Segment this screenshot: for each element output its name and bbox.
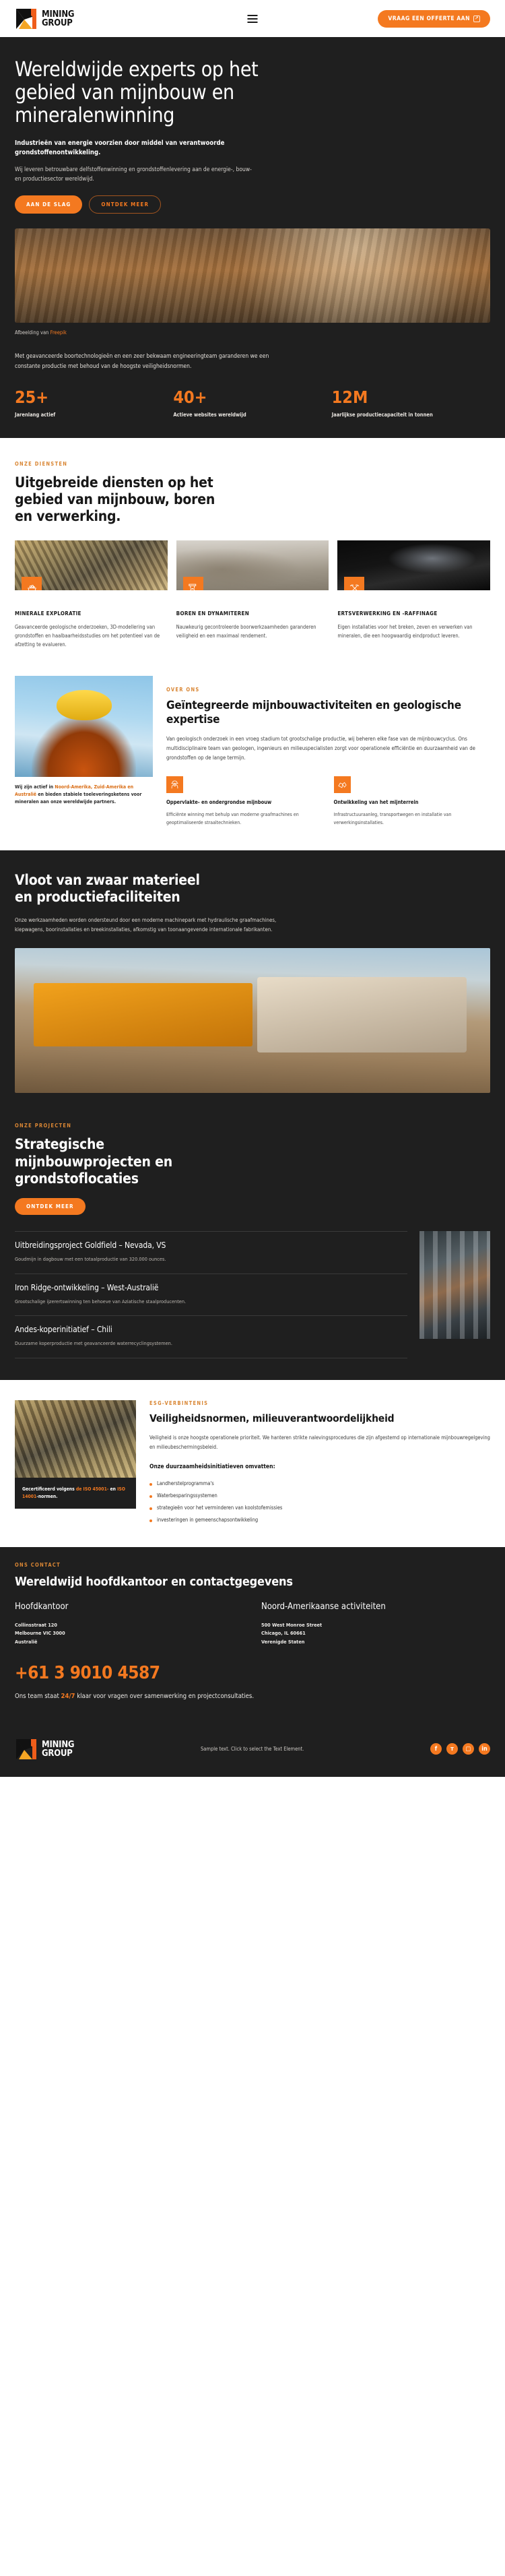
twitter-icon[interactable]: ᴛ — [446, 1743, 458, 1755]
service-card-title: ERTSVERWERKING EN -RAFFINAGE — [337, 610, 438, 617]
stats-row — [15, 389, 490, 418]
address-line: Verenigde Staten — [261, 1639, 305, 1645]
logo-mark-icon — [15, 7, 38, 30]
image-credit-prefix: Afbeelding van — [15, 329, 50, 336]
crossed-tools-icon — [344, 577, 364, 590]
project-item[interactable] — [15, 1231, 407, 1274]
hero-image — [15, 228, 490, 323]
quote-button-label: VRAAG EEN OFFERTE AAN — [388, 15, 470, 22]
ore-rocks-icon — [334, 776, 351, 793]
about-caption-highlight: Noord-Amerika, Zuid-Amerika en Australië — [15, 784, 134, 798]
about-eyebrow: OVER ONS — [166, 686, 200, 693]
esg-list-title: Onze duurzaamheidsinitiatieven omvatten: — [149, 1464, 275, 1471]
footer-logo-line-1: MINING — [42, 1739, 75, 1750]
stat-label: Jaarlijkse productiecapaciteit in tonnen — [331, 411, 433, 418]
projects-eyebrow: ONZE PROJECTEN — [15, 1123, 72, 1129]
hero-lead: Industrieën van energie voorzien door middel van verantwoorde grondstoffenontwikkeling. — [15, 139, 225, 156]
stat-label: Actieve websites wereldwijd — [173, 411, 246, 418]
about-feature — [334, 776, 491, 827]
about-feature-title: Oppervlakte- en ondergrondse mijnbouw — [166, 799, 272, 806]
project-title: Andes-koperinitiatief – Chili — [15, 1325, 112, 1335]
about-feature-text: Efficiënte winning met behulp van moderne graafmachines en geoptimaliseerde straaltechnieken. — [166, 811, 299, 825]
stat-item — [173, 389, 331, 418]
services-section — [0, 438, 505, 669]
about-heading: Geïntegreerde mijnbouwactiviteiten en geologische expertise — [166, 698, 461, 726]
freepik-link[interactable]: Freepik — [50, 329, 67, 336]
about-image — [15, 676, 153, 777]
facebook-icon[interactable]: f — [430, 1743, 442, 1755]
badge-suffix: -normen. — [36, 1494, 58, 1500]
mineral-vein-photo — [15, 1400, 136, 1478]
badge-mid: en — [108, 1486, 118, 1492]
stat-number: 12M — [331, 387, 368, 407]
linkedin-icon[interactable]: in — [479, 1743, 490, 1755]
iso-14001-label: ISO 14001 — [22, 1486, 125, 1500]
worker-hardhat-photo — [419, 1231, 490, 1339]
esg-left-column — [15, 1400, 136, 1526]
availability-suffix: klaar voor vragen over samenwerking en projectconsultaties. — [75, 1692, 255, 1700]
service-card[interactable] — [337, 540, 490, 649]
projects-body — [15, 1231, 490, 1358]
smiling-miner-photo — [15, 676, 153, 777]
phone-number[interactable]: +61 3 9010 4587 — [15, 1662, 160, 1683]
iso-45001-label: de ISO 45001- — [75, 1486, 109, 1492]
esg-image — [15, 1400, 136, 1478]
office-title: Hoofdkantoor — [15, 1602, 69, 1612]
availability-highlight: 24/7 — [61, 1692, 75, 1700]
logo-mark-icon — [15, 1738, 38, 1761]
about-feature-text: Infrastructuuraanleg, transportwegen en installatie van verwerkingsinstallaties. — [333, 811, 452, 825]
fleet-section — [0, 850, 505, 1113]
services-heading: Uitgebreide diensten op het gebied van mijnbouw, boren en verwerking. — [15, 474, 215, 525]
office-title: Noord-Amerikaanse activiteiten — [261, 1602, 386, 1612]
service-card[interactable] — [176, 540, 329, 649]
about-left-column — [15, 676, 153, 827]
project-text: Duurzame koperproductie met geavanceerde waterrecyclingsystemen. — [15, 1340, 172, 1347]
site-logo[interactable] — [15, 7, 74, 30]
about-paragraph: Van geologisch onderzoek in een vroeg stadium tot grootschalige productie, wij beheren elke fase van de mijnbouwcyclus. Ons multidisciplinaire team van geologen, ingenieurs en milieuspecialisten zorgt voor operationele efficiëntie en duurzaamheid van de grondstoffen op de lange termijn. — [166, 736, 475, 761]
service-card-text: Eigen installaties voor het breken, zeven en verwerken van mineralen, die een hoogwaardig eindproduct leveren. — [337, 623, 473, 639]
address-line: Australië — [15, 1639, 38, 1645]
about-feature-list — [166, 776, 490, 827]
address-line: Collinsstraat 120 — [15, 1621, 57, 1628]
fleet-paragraph: Onze werkzaamheden worden ondersteund door een moderne machinepark met hydraulische graafmachines, kiepwagens, boorinstallaties en breekinstallaties, afkomstig van toonaangevende internationale fabrikanten. — [15, 916, 277, 933]
about-feature — [166, 776, 323, 827]
service-card-text: Nauwkeurig gecontroleerde boorwerkzaamheden garanderen veiligheid en een maximaal rendement. — [176, 623, 316, 639]
about-caption-prefix: Wij zijn actief in — [15, 784, 55, 790]
office-address — [15, 1621, 244, 1647]
projects-heading: Strategische mijnbouwprojecten en grondstoflocaties — [15, 1136, 172, 1187]
project-text: Goudmijn in dagbouw met een totaalproductie van 320.000 ounces. — [15, 1255, 166, 1262]
about-caption-suffix: en bieden stabiele toeleveringsketens voor mineralen aan onze wereldwijde partners. — [15, 792, 142, 805]
hero-subtext: Wij leveren betrouwbare delfstoffenwinning en grondstoffenlevering aan de energie-, bouw- en productiesector wereldwijd. — [15, 166, 252, 183]
esg-eyebrow: ESG-VERBINTENIS — [149, 1400, 209, 1406]
projects-discover-button[interactable]: ONTDEK MEER — [15, 1198, 86, 1215]
footer-logo-line-2: GROUP — [42, 1748, 73, 1759]
iso-certification-badge — [15, 1478, 136, 1509]
project-text: Grootschalige ijzerertswinning ten behoeve van Aziatische staalproducenten. — [15, 1298, 187, 1305]
about-caption — [15, 784, 153, 807]
service-card-text: Geavanceerde geologische onderzoeken, 3D-modellering van grondstoffen en haalbaarheidsstudies om het potentieel van de afzetting te evalueren. — [15, 623, 160, 648]
get-started-button[interactable]: AAN DE SLAG — [15, 195, 82, 214]
discover-more-button[interactable]: ONTDEK MEER — [89, 195, 161, 214]
heavy-machinery-photo — [15, 948, 490, 1093]
about-section — [0, 669, 505, 850]
social-links — [430, 1743, 490, 1755]
office-address — [261, 1621, 490, 1647]
projects-section — [0, 1113, 505, 1380]
logo-line-2: GROUP — [42, 18, 73, 28]
fleet-heading: Vloot van zwaar materieel en productiefaciliteiten — [15, 871, 200, 906]
service-card-image — [337, 540, 490, 590]
office-list — [15, 1602, 490, 1647]
services-eyebrow: ONZE DIENSTEN — [15, 460, 68, 467]
project-title: Iron Ridge-ontwikkeling – West-Australië — [15, 1282, 159, 1292]
footer-logo[interactable] — [15, 1738, 74, 1761]
hero-button-row — [15, 195, 490, 214]
project-item[interactable] — [15, 1274, 407, 1317]
site-header — [0, 0, 505, 37]
footer-wordmark — [42, 1740, 74, 1758]
esg-list-item: Waterbesparingssystemen — [149, 1489, 490, 1501]
esg-list-item: investeringen in gemeenschapsontwikkeling — [149, 1513, 490, 1526]
availability-prefix: Ons team staat — [15, 1692, 61, 1700]
site-footer — [0, 1718, 505, 1777]
drill-rig-icon — [183, 577, 203, 590]
contact-heading: Wereldwijd hoofdkantoor en contactgegevens — [15, 1575, 293, 1590]
office-item — [15, 1602, 244, 1647]
office-item — [261, 1602, 490, 1647]
service-card-image — [176, 540, 329, 590]
hero-note: Met geavanceerde boortechnologieën en een zeer bekwaam engineeringteam garanderen we een constante productie met behoud van de hoogste veiligheidsnormen. — [15, 353, 269, 370]
image-credit — [15, 329, 490, 336]
service-card-title: MINERALE EXPLORATIE — [15, 610, 81, 617]
fleet-image — [15, 948, 490, 1093]
project-title: Uitbreidingsproject Goldfield – Nevada, VS — [15, 1240, 166, 1250]
badge-prefix: Gecertificeerd volgens — [22, 1486, 76, 1492]
stat-number: 40+ — [173, 387, 207, 407]
logo-wordmark — [42, 10, 74, 28]
projects-image — [419, 1231, 490, 1339]
mine-cart-icon — [22, 577, 42, 590]
esg-list-item: Landherstelprogramma's — [149, 1477, 490, 1489]
hero-section — [0, 37, 505, 438]
esg-paragraph: Veiligheid is onze hoogste operationele prioriteit. We hanteren strikte nalevingsprocedures die zijn afgestemd op internationale mijnbouwregelgeving en milieubeschermingsbeleid. — [149, 1435, 490, 1450]
about-feature-title: Ontwikkeling van het mijnterrein — [333, 799, 419, 806]
hero-heading: Wereldwijde experts op het gebied van mijnbouw en mineralenwinning — [15, 58, 259, 128]
hamburger-menu-icon[interactable] — [248, 15, 258, 23]
esg-list-item: strategieën voor het verminderen van koolstofemissies — [149, 1501, 490, 1513]
service-card[interactable] — [15, 540, 168, 649]
esg-right-column — [149, 1400, 490, 1526]
esg-initiatives-list — [149, 1477, 490, 1526]
address-line: 500 West Monroe Street — [261, 1621, 323, 1628]
arrow-up-right-icon: ↗ — [473, 15, 480, 22]
stat-label: Jarenlang actief — [15, 411, 56, 418]
service-card-image — [15, 540, 168, 590]
stat-item — [15, 389, 173, 418]
open-pit-mine-photo — [15, 228, 490, 323]
service-card-title: BOREN EN DYNAMITEREN — [176, 610, 250, 617]
footer-sample-text[interactable]: Sample text. Click to select the Text Element. — [201, 1746, 304, 1753]
service-card-list — [15, 540, 490, 649]
stat-number: 25+ — [15, 387, 49, 407]
esg-heading: Veiligheidsnormen, milieuverantwoordelijkheid — [149, 1412, 395, 1424]
contact-section — [0, 1547, 505, 1718]
address-line: Chicago, IL 60661 — [261, 1630, 306, 1637]
project-item[interactable] — [15, 1316, 407, 1358]
availability-text — [15, 1693, 490, 1700]
esg-section — [0, 1380, 505, 1547]
stat-item — [332, 389, 490, 418]
contact-eyebrow: ONS CONTACT — [15, 1562, 61, 1569]
project-list — [15, 1231, 407, 1358]
address-line: Melbourne VIC 3000 — [15, 1630, 65, 1637]
about-right-column — [166, 676, 490, 827]
logo-line-1: MINING — [42, 9, 75, 20]
request-quote-button[interactable] — [378, 10, 490, 28]
instagram-icon[interactable]: ▢ — [463, 1743, 474, 1755]
miner-worker-icon — [166, 776, 183, 793]
